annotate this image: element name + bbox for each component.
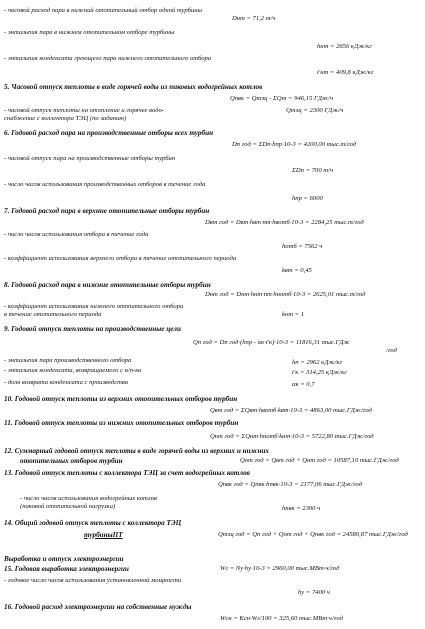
formula-line: t'к = 314,25 кДж/кг — [292, 369, 347, 376]
formula-line: Dвт год = Dвт·hвт·nт·hвотб·10-3 = 2284,25 тыс.т/год — [205, 219, 364, 226]
section-heading: 5. Часовой отпуск теплоты в виде горячей воды из пиковых водогрейных котлов — [4, 83, 263, 91]
section-heading: 12. Суммарный годовой отпуск теплоты в виде горячей воды из верхних и нижних — [4, 447, 270, 455]
text-line: - годовое число часов использования установленной мощности — [4, 577, 182, 584]
section-heading: отопительных отборов турбин — [20, 457, 123, 465]
section-heading: 6. Годовой расход пара на производственные отборы всех турбин — [4, 129, 214, 137]
text-line: - коэффициент использования нижнего отопительного отбора — [4, 303, 184, 310]
text-line: снабжение с коллектора ТЭЦ (по заданию) — [4, 115, 127, 122]
formula-line: Qтэц год = Qп год + Qот год + Qпвк год = 24580,87 тыс.ГДж/год — [218, 531, 408, 538]
formula-line: Wг = Nу·hу·10-3 = 2960,00 тыс.МВт·ч/год — [220, 565, 340, 572]
formula-line: kнт = 1 — [282, 311, 305, 318]
formula-line: Qвт год = ΣQвт·hвотб·kвт·10-3 = 4863,00 тыс.ГДж/год — [210, 407, 372, 414]
section-heading: 7. Годовой расход пара в верхние отопительные отборы турбин — [4, 207, 210, 215]
formula-line: /год — [386, 347, 397, 354]
section-heading: 14. Общий годовой отпуск теплоты с коллектора ТЭЦ — [4, 519, 182, 527]
section-heading: 15. Годовая выработка электроэнергии — [4, 565, 129, 573]
text-line: - часовой отпуск теплоты на отопление и горячее водо- — [4, 107, 164, 114]
formula-line: Dнт = 71,2 т/ч — [232, 15, 276, 22]
section-heading: 9. Годовой отпуск теплоты на производственные цели — [4, 325, 181, 333]
formula-line: ΣDп = 700 т/ч — [292, 167, 334, 174]
section-heading: турбиныПТ — [84, 531, 123, 539]
section-heading: 8. Годовой расход пара в нижние отопительные отборы турбин — [4, 281, 211, 289]
text-line: (пиковой отопительной нагрузки) — [20, 503, 116, 510]
formula-line: kвт = 0,45 — [282, 267, 312, 274]
formula-line: Qп год = Dп год·(hпр - αк·t'к)·10-3 = 11816,31 тыс.ГДж — [193, 339, 350, 346]
section-heading: 10. Годовой отпуск теплоты из верхних отопительных отборов турбин — [4, 395, 238, 403]
text-line: - энтальпия конденсата греющего пара нижнего отопительного отбора — [4, 55, 212, 62]
formula-line: Wсн = Kсн·Wг/100 = 325,60 тыс.МВт·ч/год — [220, 615, 343, 622]
section-heading: 16. Годовой расход электроэнергии на собственные нужды — [4, 603, 192, 611]
formula-line: Qот год = Qвт год + Qнт год = 10587,10 тыс.ГДж/год — [240, 457, 399, 464]
formula-line: hп = 2962 кДж/кг — [292, 359, 343, 366]
text-line: - доля возврата конденсата с производства — [4, 379, 129, 386]
section-heading: 11. Годовой отпуск теплоты из нижних отопительных отборов турбин — [4, 419, 239, 427]
text-line: - коэффициент использования верхнего отбора в течение отопительного периода — [4, 255, 237, 262]
text-line: - часовой расход пара в нижний отопительный отбор одной турбины — [4, 7, 203, 14]
text-line: - число часов использования отбора в течение года — [4, 231, 149, 238]
formula-line: hу = 7400 ч — [298, 589, 330, 596]
formula-line: αк = 0,7 — [292, 381, 315, 388]
formula-line: hотб = 7562 ч — [282, 243, 323, 250]
formula-line: Qпвк год = Qпвк·hпвк·10-3 = 2177,06 тыс.ГДж/год — [218, 481, 363, 488]
formula-line: Qнт год = ΣQнт·hнотб·kнт·10-3 = 5722,80 тыс.ГДж/год — [210, 433, 374, 440]
formula-line: hнт = 2656 кДж/кг — [317, 43, 372, 50]
section-title: Выработка и отпуск электроэнергии — [4, 555, 124, 563]
text-line: - энтальпия конденсата, возвращаемого с н/п-ка — [4, 367, 142, 374]
formula-line: t'нт = 409,8 кДж/кг — [317, 69, 374, 76]
formula-line: Qпвк = Qтэц - ΣQт = 946,15 ГДж/ч — [230, 95, 333, 102]
formula-line: Qтэц = 2300 ГДж/ч — [286, 107, 344, 114]
text-line: в течение отопительного периода — [4, 311, 102, 318]
section-heading: 13. Годовой отпуск теплоты с коллектора ТЭЦ за счет водогрейных котлов — [4, 469, 250, 477]
formula-line: Dнт год = Dнт·hнт·nт·hнотб·10-3 = 2625,01 тыс.т/год — [205, 291, 366, 298]
text-line: - часовой отпуск пара на производственные отборы турбин — [4, 155, 176, 162]
formula-line: hпвк = 2300 ч — [282, 505, 321, 512]
text-line: - энтальпия пара производственного отбора — [4, 357, 132, 364]
text-line: - число часов использования производственных отборов в течение года — [4, 181, 206, 188]
text-line: - число часов использования водогрейных котлов — [20, 495, 157, 502]
text-line: - энтальпия пара в нижнем отопительном отборе турбины — [4, 29, 175, 36]
formula-line: Dп год = ΣDп·hпр·10-3 = 4200,00 тыс.т/год — [232, 141, 357, 148]
formula-line: hпр = 6000 — [292, 195, 323, 202]
